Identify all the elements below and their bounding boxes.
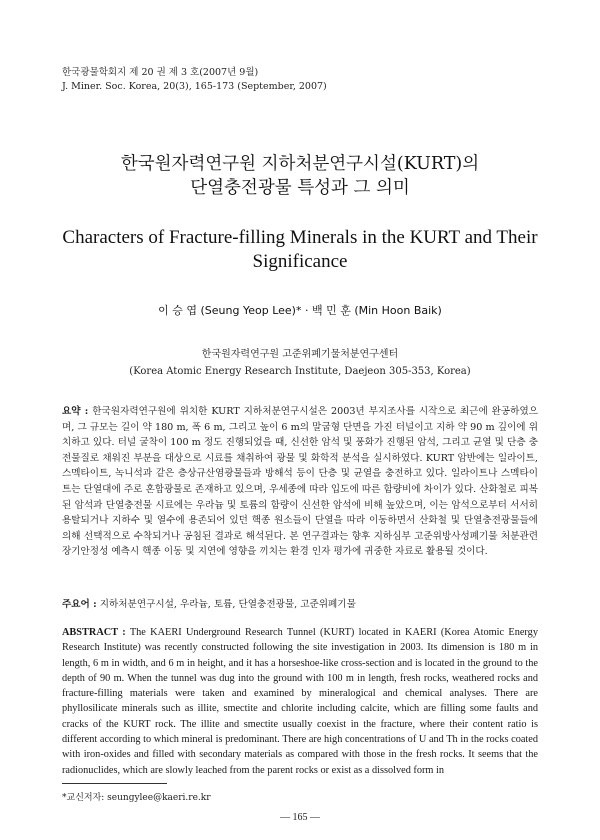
footnote-divider (62, 783, 167, 784)
title-korean (0, 152, 600, 200)
journal-header-korean: 한국광물학회지 제 20 권 제 3 호(2007년 9월) (62, 67, 259, 78)
abstract-english-label: ABSTRACT : (62, 627, 126, 638)
abstract-english (62, 625, 538, 778)
title-english: Characters of Fracture-filling Minerals in the KURT and Their Significance (62, 227, 538, 272)
title-korean-line-1: 한국원자력연구원 지하처분연구시설(KURT)의 (120, 154, 480, 174)
keywords (62, 596, 538, 610)
affiliation (0, 346, 600, 380)
abstract-korean-label: 요약 : (62, 406, 89, 417)
affiliation-korean: 한국원자력연구원 고준위폐기물처분연구센터 (201, 349, 399, 360)
abstract-korean (62, 404, 538, 560)
affiliation-english: (Korea Atomic Energy Research Institute, Daejeon 305-353, Korea) (129, 366, 471, 377)
abstract-english-text: The KAERI Underground Research Tunnel (KURT) located in KAERI (Korea Atomic Energy Research Institute) was recently constructed following the site investigation in 2003. Its dimension is 180 m in length, 6 m in width, and 6 m in height, and it has a horseshoe-like cross-section and is located in the ground to the depth of 90 m. When the tunnel was dug into the ground with 100 m in length, fresh rocks, weathered rocks and fracture-filling materials were taken and examined by mineralogical and chemical analyses. There are phyllosilicate minerals such as illite, smectite and chlorite including calcite, which are filling some faults and cracks of the KURT rock. The illite and smectite usually coexist in the fracture, where their content ratio is different according to which mineral is predominant. There are high concentrations of U and Th in the rocks coated with iron-oxides and filled with secondary materials as compared with those in the fresh rocks. It seems that the radionuclides, which are slowly leached from the parent rocks or exist as a dissolved form in (62, 627, 538, 776)
title-korean-line-2: 단열충전광물 특성과 그 의미 (190, 178, 410, 198)
page-number: — 165 — (280, 812, 320, 823)
authors: 이 승 엽 (Seung Yeop Lee)* · 백 민 훈 (Min Hoon Baik) (158, 304, 442, 317)
abstract-korean-text: 한국원자력연구원에 위치한 KURT 지하처분연구시설은 2003년 부지조사를 시작으로 최근에 완공하였으며, 그 규모는 길이 약 180 m, 폭 6 m, 그리고 높이 6 m의 말굽형 단면을 가진 터널이고 지하 약 90 m 깊이에 위치하고 있다. 터널 굴착이 100 m 정도 진행되었을 때, 신선한 암석 및 풍화가 진행된 암석, 그리고 균열 및 단층 충전물질로 채워진 부분을 대상으로 시료를 채취하여 광물 및 화학적 분석을 실시하였다. KURT 암반에는 일라이트, 스멕타이트, 녹니석과 같은 층상규산염광물들과 방해석 등이 단층 및 균열을 충전하고 있다. 일라이트나 스멕타이트는 단열대에 주로 혼합광물로 존재하고 있으며, 우세종에 따라 입도에 따른 함량비에 차이가 있다. 산화철로 피복된 암석과 단열충전물 시료에는 우라늄 및 토륨의 함량이 신선한 암석에 비해 높았으며, 이는 암석으로부터 서서히 용탈되거나 지하수 및 열수에 용존되어 있던 핵종 원소들이 단열을 따라 이동하면서 산화철 및 단열충전광물들에 의해 선택적으로 수착되거나 공침된 결과로 해석된다. 본 연구결과는 향후 지하심부 고준위방사성폐기물 처분관련 장기안정성 예측시 핵종 이동 및 지연에 영향을 끼치는 환경 인자 평가에 귀중한 자료로 활용될 것이다. (62, 406, 538, 558)
journal-header-english: J. Miner. Soc. Korea, 20(3), 165-173 (September, 2007) (62, 81, 327, 92)
corresponding-author-footnote: *교신저자: seungylee@kaeri.re.kr (62, 793, 211, 803)
journal-header (62, 66, 327, 94)
keywords-label: 주요어 : (62, 599, 97, 610)
keywords-text: 지하처분연구시설, 우라늄, 토륨, 단열충전광물, 고준위폐기물 (99, 599, 356, 610)
